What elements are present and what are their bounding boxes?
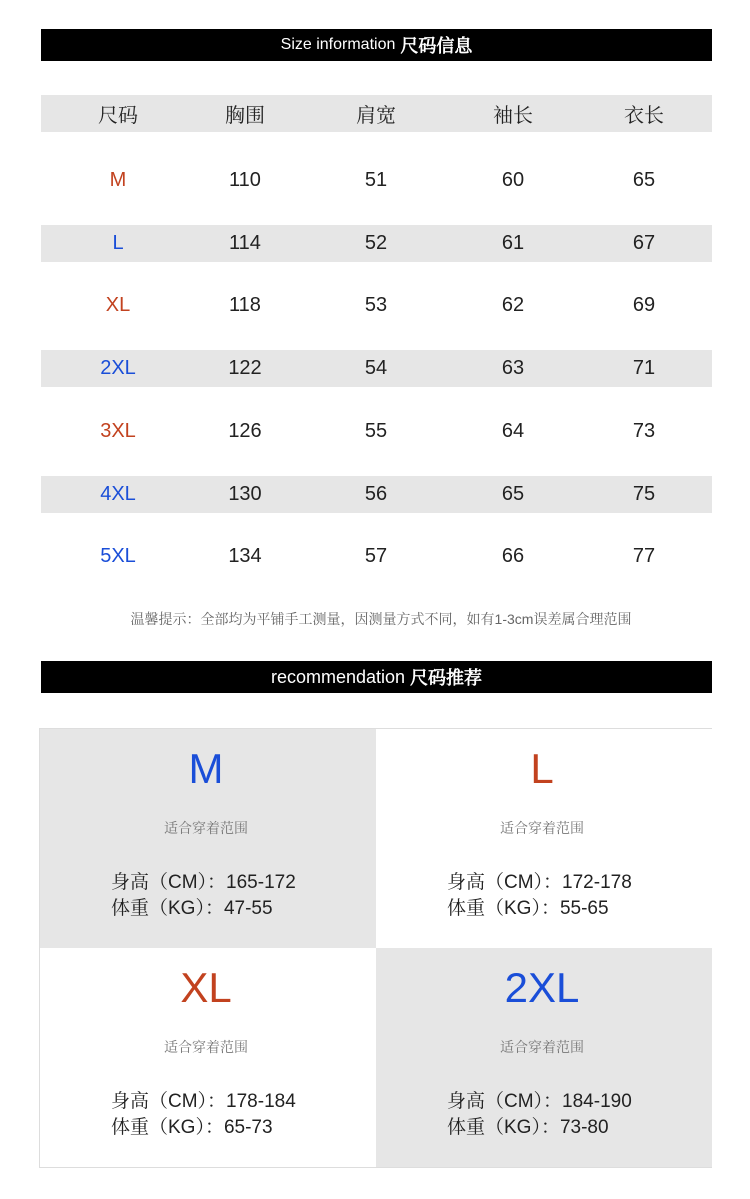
size-table bbox=[41, 95, 712, 575]
card-size-label: 2XL bbox=[504, 964, 580, 1011]
card-weight-range: 体重（KG）：65-73 bbox=[111, 1117, 273, 1138]
shoulder-value: 56 bbox=[364, 483, 388, 505]
size-info-header bbox=[41, 29, 712, 61]
card-weight-range: 体重（KG）：47-55 bbox=[111, 898, 273, 919]
bust-value: 114 bbox=[229, 232, 261, 254]
card-height-range: 身高（CM）：172-178 bbox=[447, 872, 632, 893]
recommend-card-xl bbox=[40, 948, 376, 1167]
card-weight-range: 体重（KG）：55-65 bbox=[447, 898, 609, 919]
shoulder-value: 51 bbox=[364, 169, 388, 191]
recommendation-grid bbox=[39, 728, 712, 1168]
header-sleeve: 袖长 bbox=[493, 105, 533, 127]
length-value: 65 bbox=[632, 169, 656, 191]
card-subtitle: 适合穿着范围 bbox=[500, 1039, 584, 1055]
size-label: 4XL bbox=[100, 483, 136, 505]
table-row bbox=[41, 413, 712, 450]
bust-value: 126 bbox=[228, 420, 262, 442]
table-header-row bbox=[41, 95, 712, 132]
recommend-card-l bbox=[376, 729, 712, 948]
shoulder-value: 55 bbox=[364, 420, 388, 442]
recommend-card-2xl bbox=[376, 948, 712, 1167]
table-row bbox=[41, 476, 712, 513]
length-value: 71 bbox=[632, 357, 656, 379]
card-subtitle: 适合穿着范围 bbox=[164, 820, 248, 836]
sleeve-value: 63 bbox=[501, 357, 525, 379]
sleeve-value: 66 bbox=[501, 545, 525, 567]
recommendation-header bbox=[41, 661, 712, 693]
size-label: 5XL bbox=[100, 545, 136, 567]
length-value: 69 bbox=[632, 294, 656, 316]
card-height-range: 身高（CM）：165-172 bbox=[111, 872, 296, 893]
header-length: 衣长 bbox=[624, 105, 664, 127]
bust-value: 130 bbox=[228, 483, 262, 505]
length-value: 77 bbox=[632, 545, 656, 567]
measurement-note: 温馨提示：全部均为平铺手工测量，因测量方式不同，如有1-3cm误差属合理范围 bbox=[130, 611, 632, 627]
sleeve-value: 64 bbox=[501, 420, 525, 442]
size-label: 2XL bbox=[100, 357, 136, 379]
table-row bbox=[41, 287, 712, 324]
header-bust: 胸围 bbox=[225, 105, 265, 127]
card-subtitle: 适合穿着范围 bbox=[500, 820, 584, 836]
card-size-label: L bbox=[530, 745, 554, 792]
card-height-range: 身高（CM）：178-184 bbox=[111, 1091, 296, 1112]
size-label: M bbox=[109, 169, 127, 191]
shoulder-value: 53 bbox=[364, 294, 388, 316]
recommendation-title-en: recommendation bbox=[270, 666, 406, 687]
shoulder-value: 54 bbox=[364, 357, 388, 379]
header-shoulder: 肩宽 bbox=[356, 105, 396, 127]
sleeve-value: 62 bbox=[501, 294, 525, 316]
shoulder-value: 52 bbox=[364, 232, 388, 254]
card-weight-range: 体重（KG）：73-80 bbox=[447, 1117, 609, 1138]
length-value: 75 bbox=[632, 483, 656, 505]
length-value: 73 bbox=[632, 420, 656, 442]
length-value: 67 bbox=[632, 232, 656, 254]
card-size-label: XL bbox=[180, 964, 232, 1011]
size-label: XL bbox=[105, 294, 131, 316]
card-size-label: M bbox=[188, 745, 224, 792]
recommend-card-m bbox=[40, 729, 376, 948]
recommendation-title-cn: 尺码推荐 bbox=[410, 668, 483, 688]
table-row bbox=[41, 538, 712, 575]
bust-value: 110 bbox=[229, 169, 261, 191]
shoulder-value: 57 bbox=[364, 545, 388, 567]
sleeve-value: 65 bbox=[501, 483, 525, 505]
bust-value: 118 bbox=[229, 294, 261, 316]
card-height-range: 身高（CM）：184-190 bbox=[447, 1091, 632, 1112]
sleeve-value: 61 bbox=[501, 232, 525, 254]
size-info-title-cn: 尺码信息 bbox=[400, 36, 473, 56]
sleeve-value: 60 bbox=[501, 169, 525, 191]
bust-value: 122 bbox=[228, 357, 262, 379]
header-size: 尺码 bbox=[98, 105, 138, 127]
size-label: L bbox=[112, 232, 124, 254]
bust-value: 134 bbox=[228, 545, 262, 567]
size-info-title-en: Size information bbox=[280, 36, 396, 53]
card-subtitle: 适合穿着范围 bbox=[164, 1039, 248, 1055]
table-row bbox=[41, 225, 712, 262]
table-row bbox=[41, 162, 712, 199]
size-label: 3XL bbox=[100, 420, 136, 442]
table-row bbox=[41, 350, 712, 387]
